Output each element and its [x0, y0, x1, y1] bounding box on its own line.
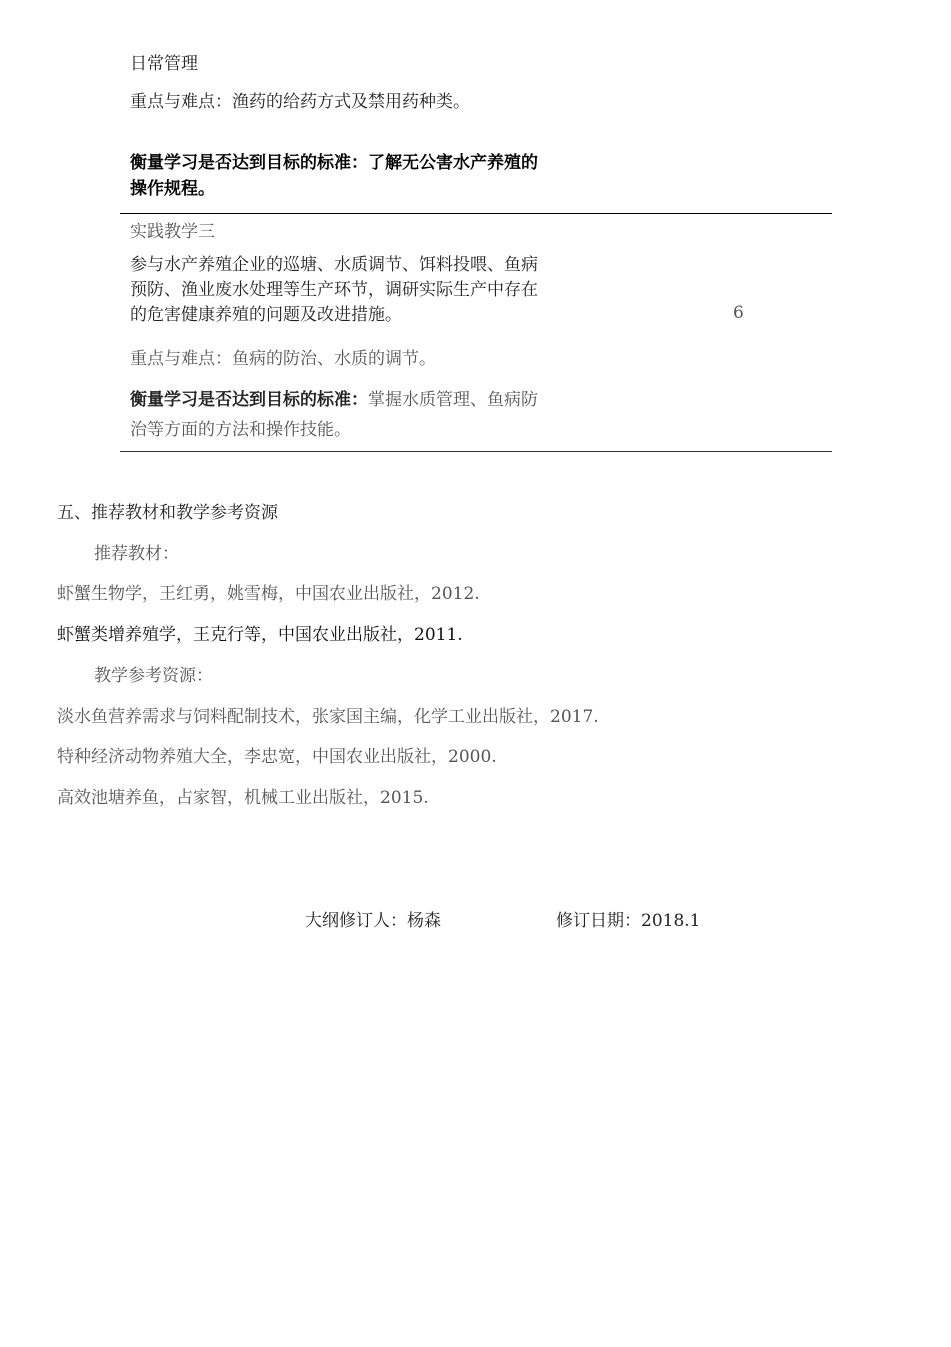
- assessment-standard-text: 了解无公害水产养殖的: [368, 153, 538, 173]
- assessment-standard-text-cont: 操作规程。: [130, 179, 215, 199]
- textbook-item: 虾蟹生物学，王红勇，姚雪梅，中国农业出版社，2012.: [57, 584, 480, 604]
- practice-description: [130, 253, 538, 328]
- key-points-text: 重点与难点：渔药的给药方式及禁用药种类。: [130, 92, 470, 112]
- textbooks-label: 推荐教材：: [94, 544, 179, 564]
- assessment-standard-label: 衡量学习是否达到目标的标准：: [130, 153, 368, 173]
- resources-label: 教学参考资源：: [94, 666, 213, 686]
- section-heading: 五、推荐教材和教学参考资源: [57, 503, 278, 523]
- resource-item: 淡水鱼营养需求与饲料配制技术，张家国主编，化学工业出版社，2017.: [57, 707, 599, 727]
- practice-description-line: 预防、渔业废水处理等生产环节，调研实际生产中存在: [130, 280, 538, 300]
- practice-assessment-standard: [130, 385, 538, 410]
- practice-key-points: 重点与难点：鱼病的防治、水质的调节。: [130, 349, 436, 369]
- practice-topic-line: 日常管理: [130, 54, 198, 74]
- textbook-item: 虾蟹类增养殖学，王克行等，中国农业出版社，2011.: [57, 625, 463, 645]
- practice-standard-label: 衡量学习是否达到目标的标准：: [130, 390, 368, 410]
- practice-title: 实践教学三: [130, 222, 215, 242]
- reviser: 大纲修订人：杨森: [305, 911, 441, 931]
- practice-description-line: 参与水产养殖企业的巡塘、水质调节、饵料投喂、鱼病: [130, 255, 538, 275]
- revision-date: 修订日期：2018.1: [556, 911, 701, 931]
- practice-description-line: 的危害健康养殖的问题及改进措施。: [130, 305, 402, 325]
- resource-item: 高效池塘养鱼，占家智，机械工业出版社，2015.: [57, 788, 429, 808]
- table-rule-top: [120, 213, 832, 214]
- practice-hours: 6: [733, 303, 744, 323]
- practice-standard-text: 掌握水质管理、鱼病防: [368, 390, 538, 410]
- resource-item: 特种经济动物养殖大全，李忠宽，中国农业出版社，2000.: [57, 747, 497, 767]
- assessment-standard: [130, 148, 538, 173]
- practice-standard-text-cont: 治等方面的方法和操作技能。: [130, 420, 351, 440]
- table-rule-bottom: [120, 451, 832, 452]
